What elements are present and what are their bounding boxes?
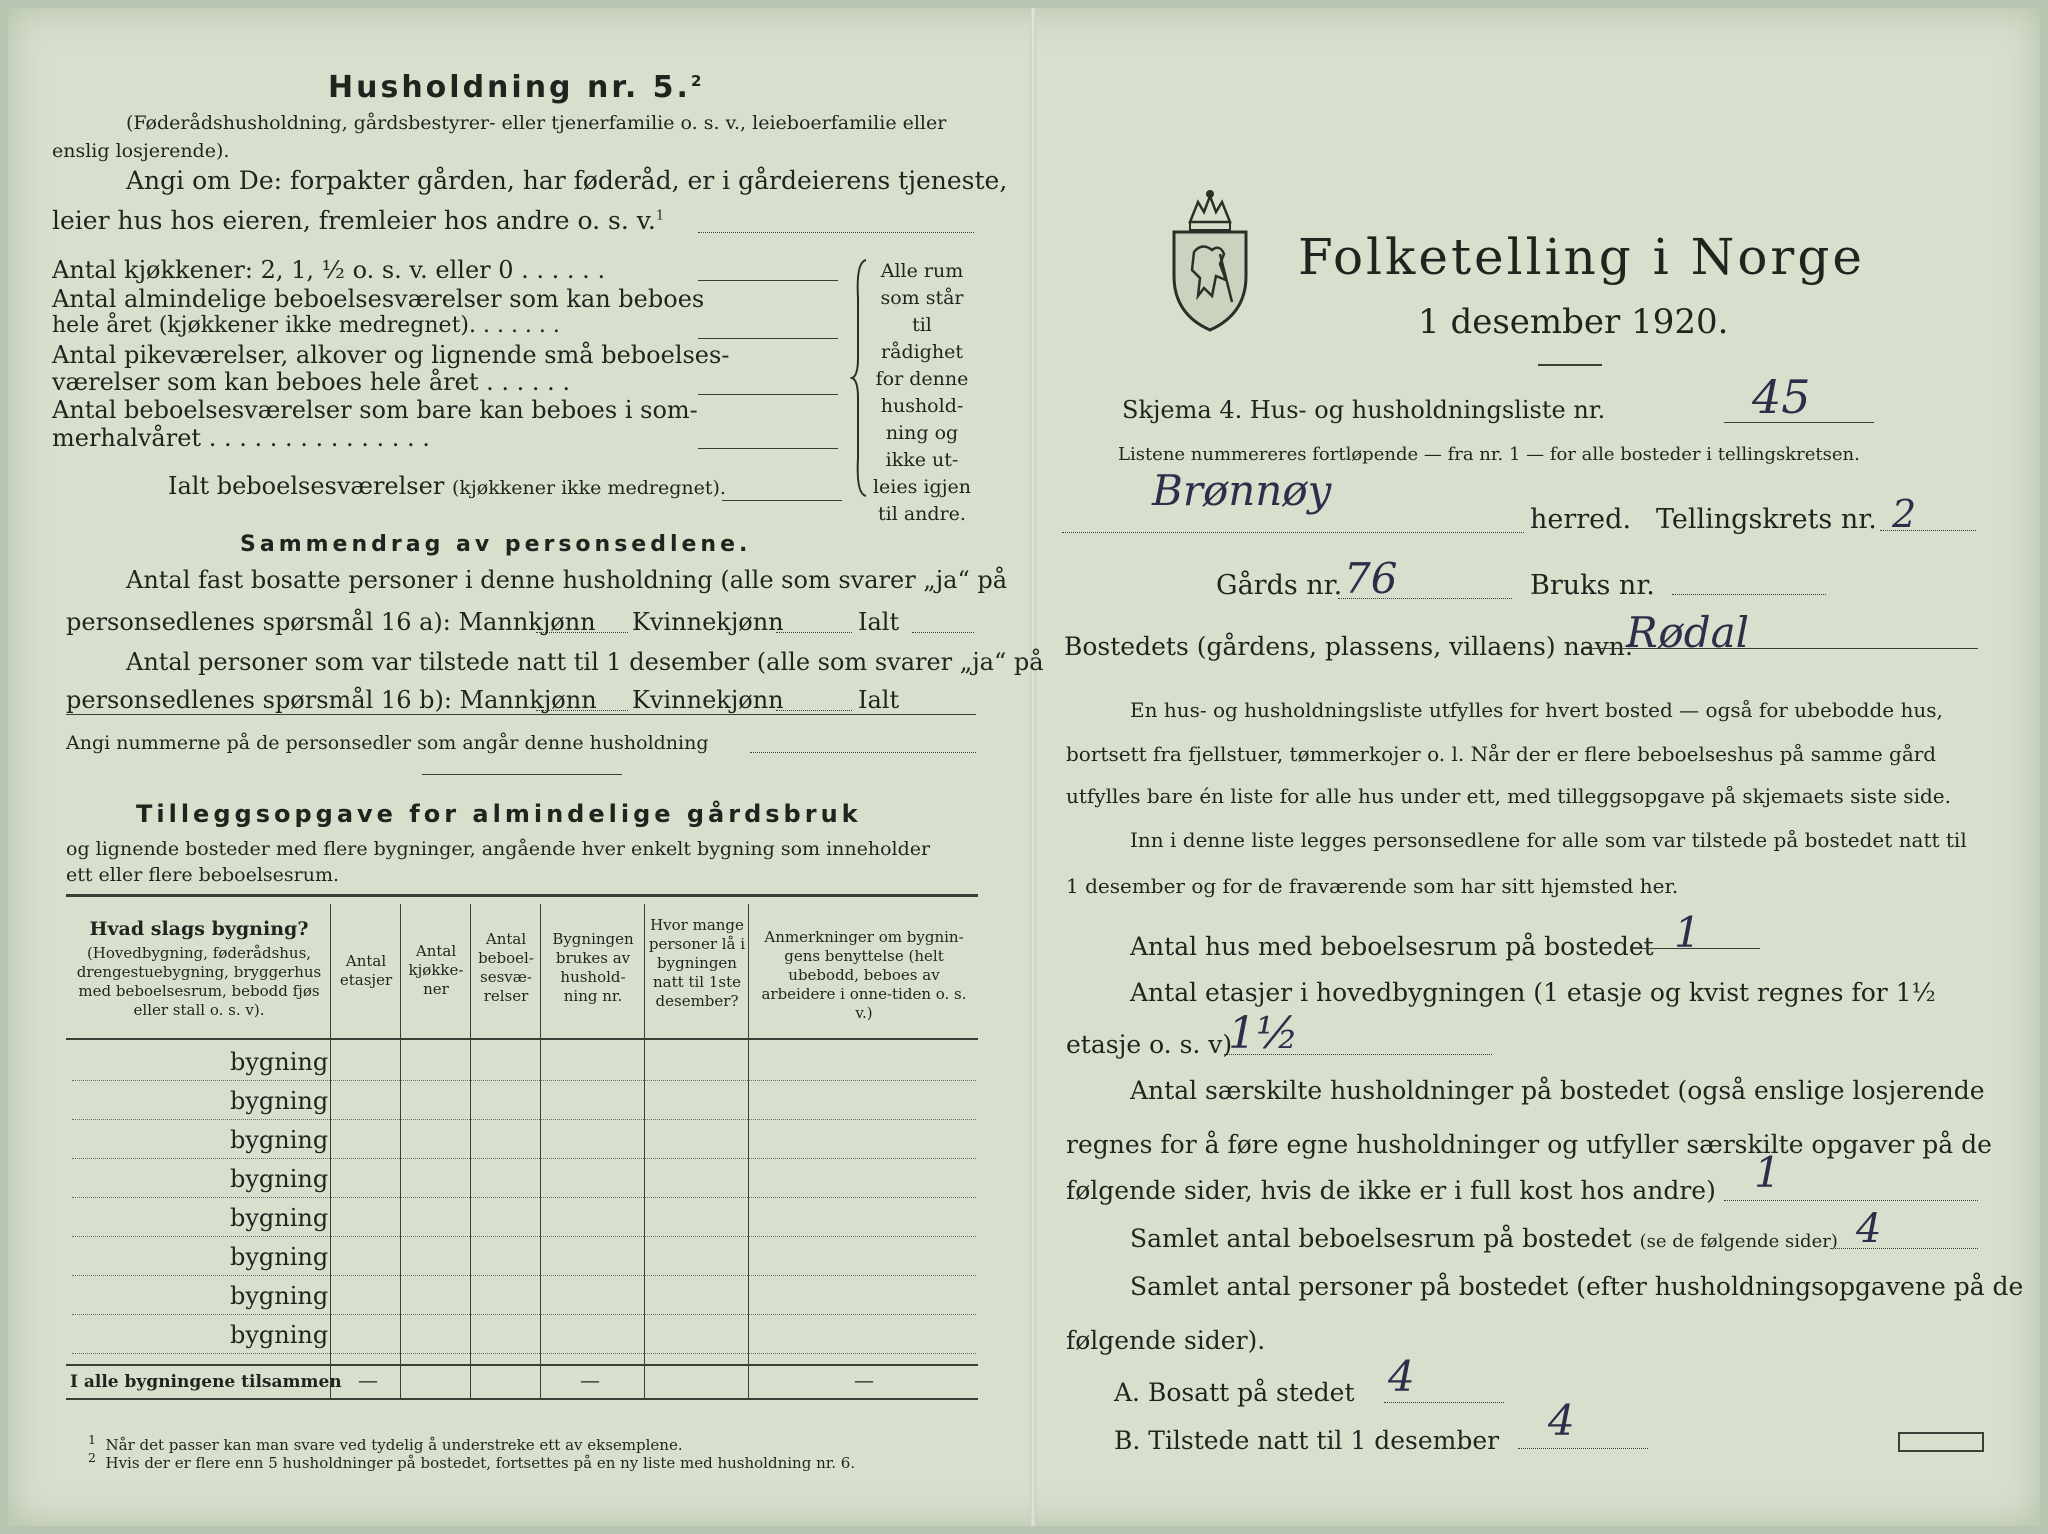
main-title: Folketelling i Norge [1298,228,1865,286]
col-header-floors: Antal etasjer [339,952,393,989]
census-date: 1 desember 1920. [1418,302,1729,342]
building-row-label: bygning [230,1087,329,1115]
brace-icon [850,258,870,498]
building-row-label: bygning [230,1048,329,1076]
bruks-label: Bruks nr. [1530,570,1655,601]
col-header-remarks: Anmerkninger om bygnin-gens benyttelse (helt ubebodd, beboes av arbeidere i onne-tiden o. s. v.) [761,928,967,1022]
col-header-building-examples: (Hovedbygning, føderådshus, drengestuebygning, bryggerhus med beboelsesrum, bebodd fjøs eller stall o. s. v). [76,944,322,1019]
resident-female-field[interactable] [776,632,852,633]
total-floors-dash: — [358,1368,378,1392]
section-divider [422,774,622,775]
houses-label: Antal hus med beboelsesrum på bostedet [1130,932,1654,961]
total-remarks-dash: — [854,1368,874,1392]
krets-label: Tellingskrets nr. [1656,504,1877,535]
maid-rooms-label-1: Antal pikeværelser, alkover og lignende små beboelses- [52,341,730,369]
present-persons-line2: personsedlenes spørsmål 16 b): Mannkjønn [66,686,597,714]
bruks-line[interactable] [1672,594,1826,595]
info-line5: 1 desember og for de fraværende som har sitt hjemsted her. [1066,874,1679,898]
list-number-line [1724,422,1874,423]
present-persons-line1: Antal personer som var tilstede natt til 1 desember (alle som svarer „ja“ på [126,648,1044,676]
resident-total-field[interactable] [912,632,974,633]
krets-line [1880,530,1976,531]
tenure-question-line2: leier hus hos eieren, fremleier hos andre o. s. v.$^1$ [52,206,665,235]
numbering-note: Listene nummereres fortløpende — fra nr. 1 — for alle bosteder i tellingskretsen. [1118,444,1860,465]
table-row[interactable] [72,1080,976,1081]
present-female-field[interactable] [776,710,852,711]
resident-line [1384,1402,1504,1403]
floors-label-line1: Antal etasjer i hovedbygningen (1 etasje og kvist regnes for 1½ [1130,978,1936,1007]
summer-rooms-answer-line[interactable] [698,448,838,449]
rooms-total-label: Samlet antal beboelsesrum på bostedet (se de følgende sider) [1130,1224,1838,1253]
total-rooms-label: Ialt beboelsesværelser (kjøkkener ikke medregnet). [168,472,726,500]
kitchens-answer-line[interactable] [698,280,838,281]
maid-rooms-answer-line[interactable] [698,394,838,395]
summary-heading: Sammendrag av personsedlene. [240,532,752,557]
list-number-value[interactable]: 45 [1752,370,1811,424]
footnote-2: $^2$ Hvis der er flere enn 5 husholdninger på bostedet, fortsettes på en ny liste med husholdning nr. 6. [88,1450,856,1472]
bosted-label: Bostedets (gårdens, plassens, villaens) navn: [1064,632,1634,661]
household-title: Husholdning nr. 5.$^2$ [328,70,705,105]
floors-label-line2: etasje o. s. v) [1066,1030,1233,1059]
resident-female-label: Kvinnekjønn [632,608,784,636]
summary-rule [66,714,976,715]
total-rooms-answer-line[interactable] [722,500,842,501]
col-header-building-type: Hvad slags bygning? [89,918,309,940]
ordinary-rooms-label-2: hele året (kjøkkener ikke medregnet). . . . . . . [52,313,560,338]
herred-label: herred. [1530,504,1632,535]
person-numbers-label: Angi nummerne på de personsedler som angår denne husholdning [66,732,709,754]
page-fold [1030,8,1036,1526]
total-household-dash: — [580,1368,600,1392]
table-row[interactable] [72,1158,976,1159]
person-numbers-field[interactable] [750,752,976,753]
col-header-kitchens: Antal kjøkke-ner [408,942,464,998]
building-row-label: bygning [230,1204,329,1232]
resident-persons-line2: personsedlenes spørsmål 16 a): Mannkjønn [66,608,596,636]
supplement-heading: Tilleggsopgave for almindelige gårdsbruk [136,800,862,828]
tenure-question-line1: Angi om De: forpakter gården, har føderåd, er i gårdeierens tjeneste, [126,166,1008,195]
households-value[interactable]: 1 [1754,1148,1781,1197]
persons-label-line2: følgende sider). [1066,1326,1266,1355]
table-col-divider [400,904,401,1398]
rooms-total-line [1830,1248,1978,1249]
resident-persons-line1: Antal fast bosatte personer i denne husholdning (alle som svarer „ja“ på [126,566,1008,594]
households-label-line2: regnes for å føre egne husholdninger og utfyller særskilte opgaver på de [1066,1130,1992,1159]
bosted-value[interactable]: Rødal [1626,608,1750,657]
houses-line [1630,948,1760,949]
houses-value[interactable]: 1 [1674,908,1701,957]
info-line1: En hus- og husholdningsliste utfylles for hvert bosted — også for ubebodde hus, [1130,698,1943,722]
floors-value[interactable]: 1½ [1228,1008,1299,1059]
table-header-rule [66,1038,978,1040]
building-row-label: bygning [230,1165,329,1193]
ordinary-rooms-answer-line[interactable] [698,338,838,339]
herred-value[interactable]: Brønnøy [1152,466,1332,515]
maid-rooms-label-2: værelser som kan beboes hele året . . . . . . [52,368,571,396]
table-bottom-rule [66,1398,978,1400]
persons-label-line1: Samlet antal personer på bostedet (efter husholdningsopgavene på de [1130,1272,2024,1301]
resident-value[interactable]: 4 [1388,1352,1415,1401]
household-note-line1: (Føderådshusholdning, gårdsbestyrer- eller tjenerfamilie o. s. v., leieboerfamilie eller [126,112,947,134]
table-row[interactable] [72,1236,976,1237]
info-line3: utfylles bare én liste for alle hus under ett, med tilleggsopgave på skjemaets siste side. [1066,784,1951,808]
herred-line [1062,532,1524,533]
col-header-persons-night: Hvor mange personer lå i bygningen natt til 1ste desember? [648,916,746,1010]
table-row[interactable] [72,1353,976,1354]
present-label: B. Tilstede natt til 1 desember [1114,1426,1500,1455]
footnote-1: $^1$ Når det passer kan man svare ved tydelig å understreke ett av eksemplene. [88,1432,683,1454]
building-row-label: bygning [230,1243,329,1271]
gards-label: Gårds nr. [1216,570,1343,601]
ordinary-rooms-label-1: Antal almindelige beboelsesværelser som kan beboes [52,285,705,313]
households-label-line3: følgende sider, hvis de ikke er i full kost hos andre) [1066,1176,1716,1205]
resident-label: A. Bosatt på stedet [1114,1378,1355,1407]
present-line [1518,1448,1648,1449]
present-female-label: Kvinnekjønn [632,686,784,714]
gards-value[interactable]: 76 [1344,554,1398,603]
info-line4: Inn i denne liste legges personsedlene for alle som var tilstede på bostedet natt til [1130,828,1967,852]
building-row-label: bygning [230,1282,329,1310]
title-divider [1538,364,1602,366]
present-total-label: Ialt [858,686,900,714]
col-header-household-no: Bygningen brukes av hushold-ning nr. [552,930,634,1005]
gards-line [1338,598,1512,599]
household-note-line2: enslig losjerende). [52,140,230,162]
supplement-desc-line2: ett eller flere beboelsesrum. [66,864,340,886]
schema-label: Skjema 4. Hus- og husholdningsliste nr. [1122,396,1606,424]
present-value[interactable]: 4 [1548,1396,1575,1445]
table-top-rule [66,894,978,897]
table-row[interactable] [72,1275,976,1276]
krets-value[interactable]: 2 [1892,492,1917,536]
table-col-divider [748,904,749,1398]
building-row-label: bygning [230,1321,329,1349]
supplement-desc-line1: og lignende bosteder med flere bygninger, angående hver enkelt bygning som inneholder [66,838,931,860]
households-label-line1: Antal særskilte husholdninger på bostedet (også enslige losjerende [1130,1076,1985,1105]
printer-stamp [1898,1432,1984,1452]
table-row[interactable] [72,1314,976,1315]
floors-line [1224,1054,1492,1055]
building-row-label: bygning [230,1126,329,1154]
tenure-answer-line[interactable] [698,232,974,233]
total-row-label: I alle bygningene tilsammen [70,1372,342,1392]
table-row[interactable] [72,1197,976,1198]
summer-rooms-label-1: Antal beboelsesværelser som bare kan beboes i som- [52,396,698,424]
table-col-divider [644,904,645,1398]
col-header-rooms: Antal beboel-sesvæ-relser [478,930,534,1005]
census-sheet [8,8,2040,1526]
table-col-divider [540,904,541,1398]
side-note: Alle rum som står til rådighet for denne hushold- ning og ikke ut- leies igjen til andre. [872,260,972,525]
summer-rooms-label-2: merhalvåret . . . . . . . . . . . . . . . [52,424,430,452]
table-col-divider [330,904,331,1398]
norway-coat-of-arms-icon [1168,184,1252,334]
table-row[interactable] [72,1119,976,1120]
table-total-rule [66,1364,978,1366]
info-line2: bortsett fra fjellstuer, tømmerkojer o. l. Når der er flere beboelseshus på samme gård [1066,742,1937,766]
resident-male-field[interactable] [536,632,628,633]
kitchens-label: Antal kjøkkener: 2, 1, ½ o. s. v. eller 0 . . . . . . [52,256,606,284]
households-line [1724,1200,1978,1201]
table-col-divider [470,904,471,1398]
resident-total-label: Ialt [858,608,900,636]
rooms-total-value[interactable]: 4 [1856,1206,1882,1252]
bosted-line [1584,648,1978,649]
present-male-field[interactable] [536,710,628,711]
